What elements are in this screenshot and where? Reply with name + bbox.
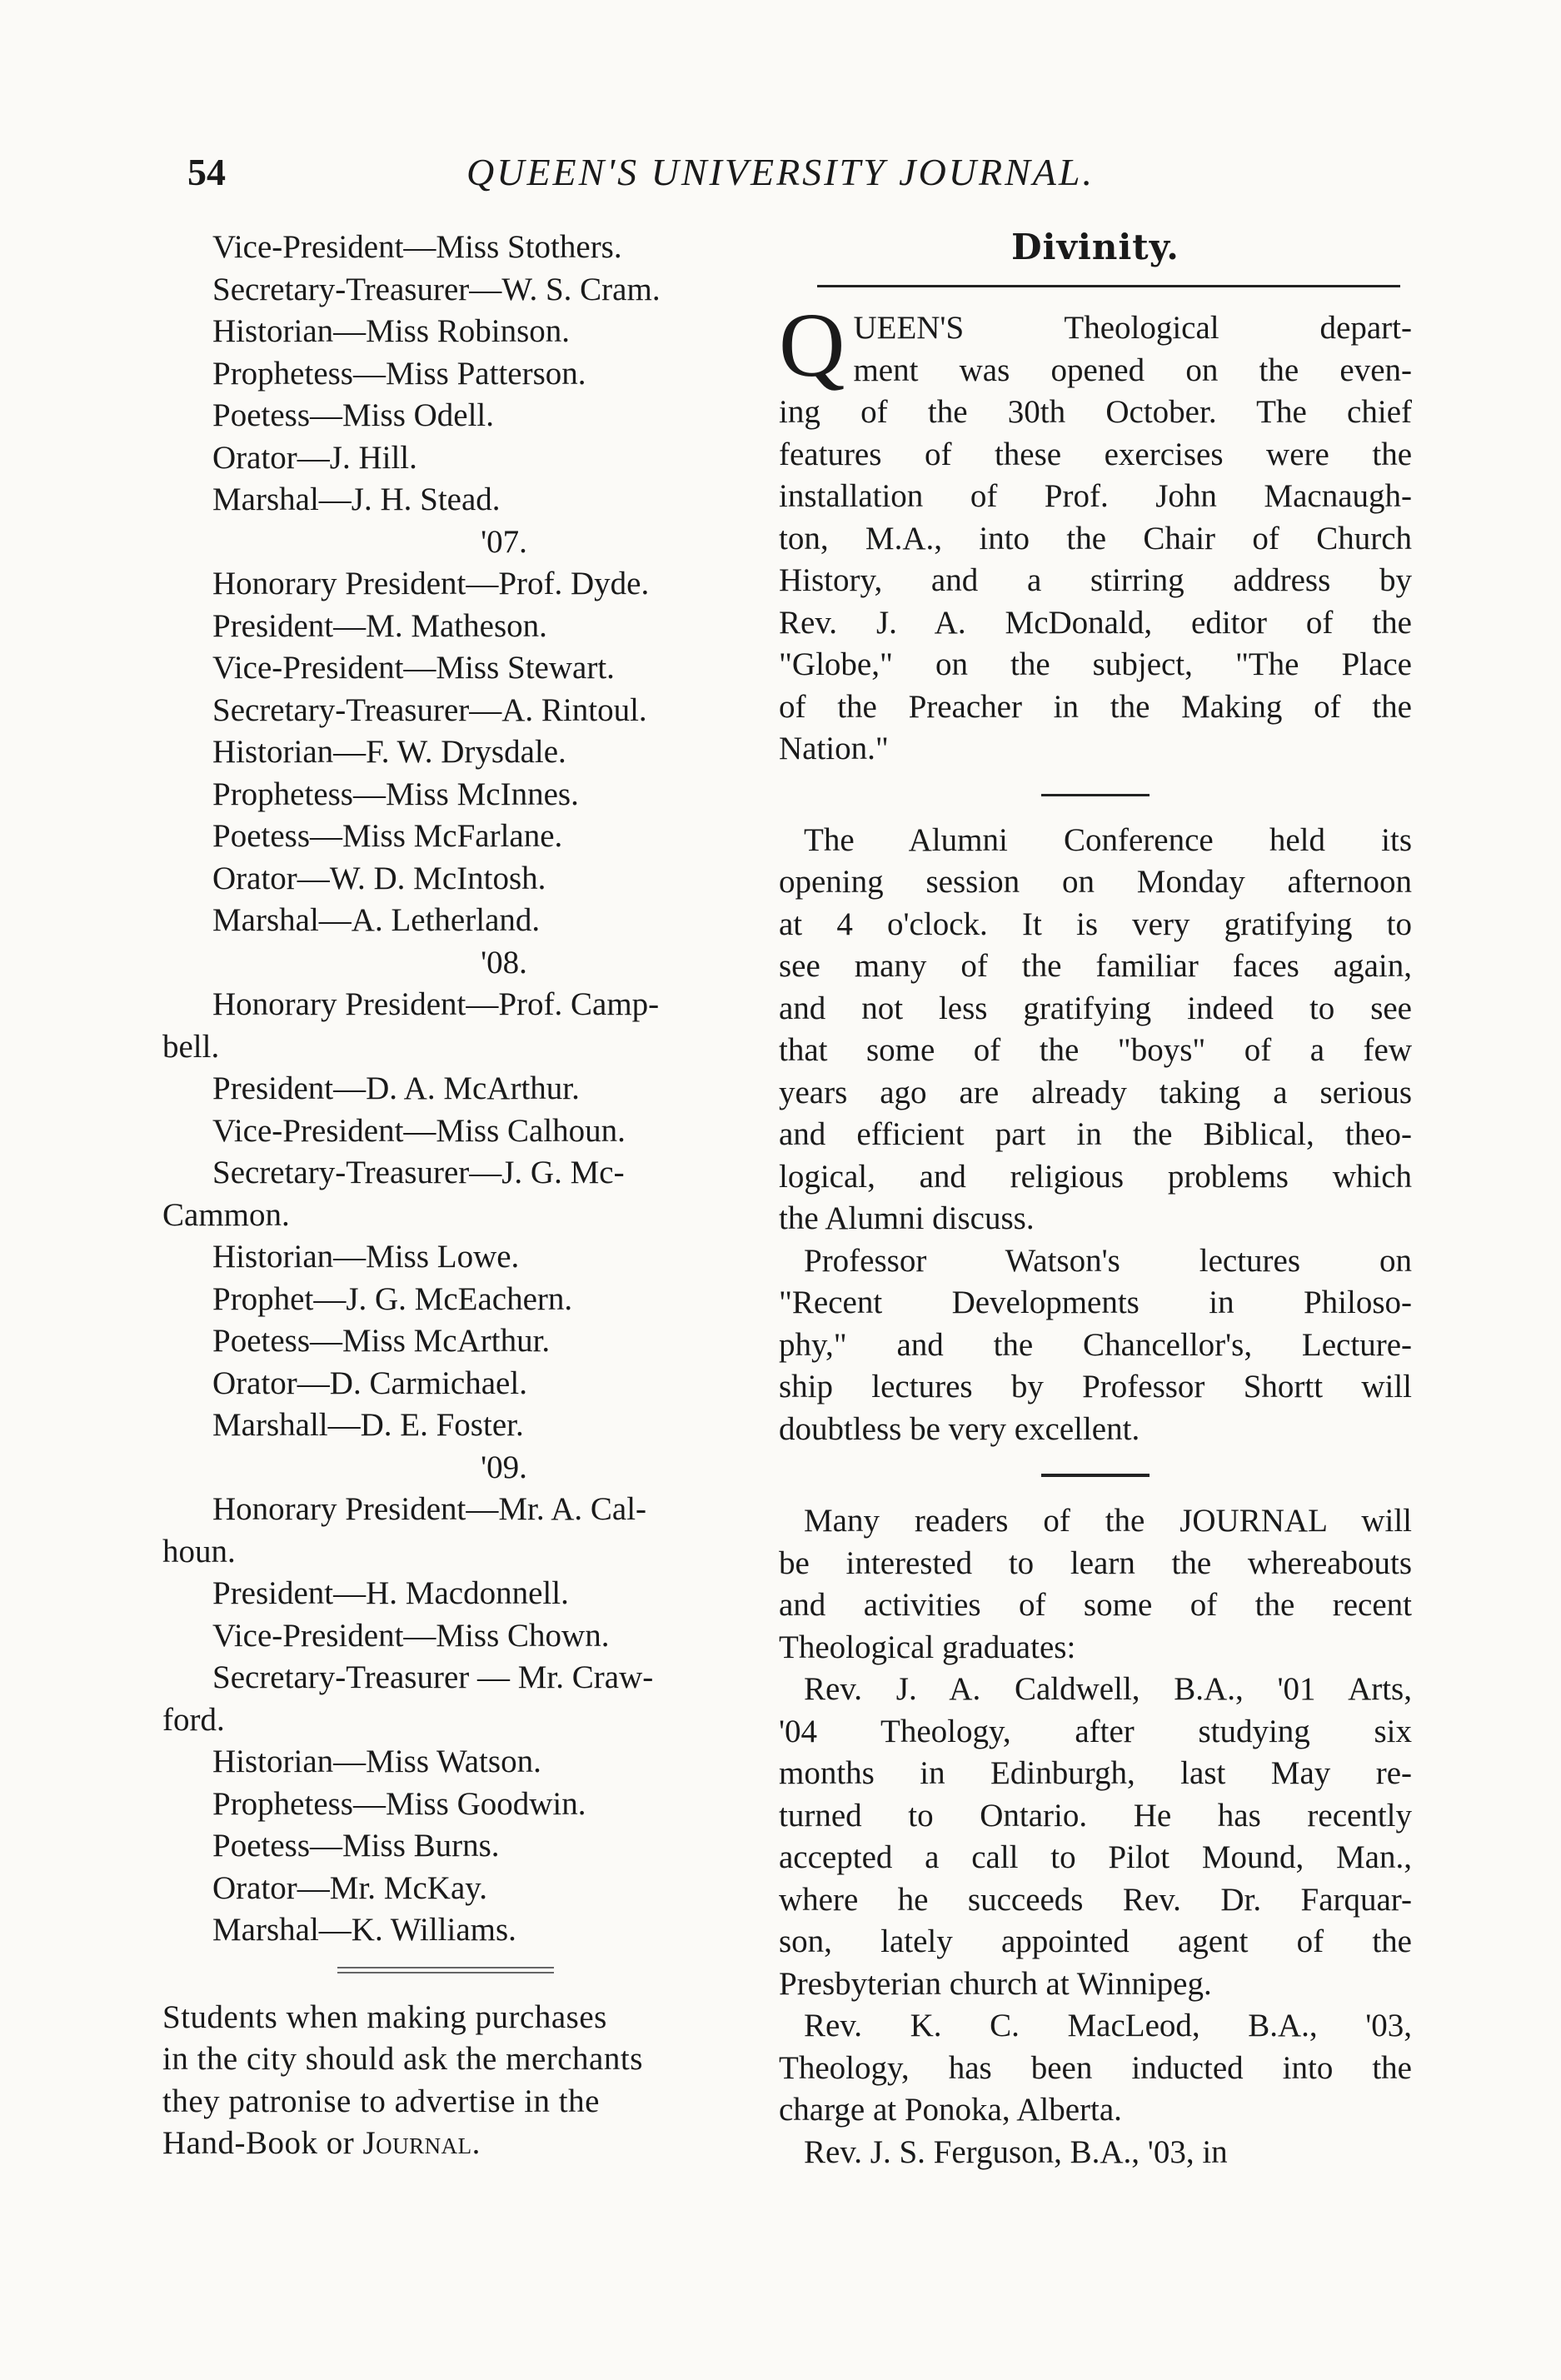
paragraph-line: Presbyterian church at Winnipeg.: [779, 1965, 1212, 2002]
paragraph-line: installation of Prof. John Macnaugh-: [779, 478, 1412, 514]
officer-entry: Marshal—J. H. Stead.: [212, 481, 501, 517]
officer-entry: Vice-President—Miss Calhoun.: [212, 1112, 626, 1149]
paragraph-opening: [779, 294, 1412, 771]
paragraph-line: Theology, has been inducted into the: [779, 2049, 1412, 2086]
paragraph-line: ship lectures by Professor Shortt will: [779, 1369, 1412, 1405]
paragraph-line: opening session on Monday afternoon: [779, 864, 1412, 900]
section-title-divinity: Divinity.: [1011, 227, 1179, 267]
paragraph-line: that some of the "boys" of a few: [779, 1032, 1412, 1068]
officer-entry: Orator—W. D. McIntosh.: [212, 860, 546, 896]
officer-list-09: [162, 1489, 779, 1952]
officer-entry: President—D. A. McArthur.: [212, 1070, 580, 1106]
officer-entry: Poetess—Miss McArthur.: [212, 1323, 551, 1359]
officer-entry: President—M. Matheson.: [212, 607, 547, 644]
paragraph-line: and activities of some of the recent: [779, 1587, 1412, 1623]
paragraph-line: logical, and religious problems which: [779, 1158, 1412, 1195]
paragraph-line: phy," and the Chancellor's, Lecture-: [779, 1326, 1412, 1363]
officer-entry: Historian—F. W. Drysdale.: [212, 734, 566, 770]
paragraph-line: Nation.": [779, 731, 889, 766]
paragraph-alumni-conference: [779, 820, 1412, 1240]
officer-entry: Orator—D. Carmichael.: [212, 1365, 527, 1401]
officer-entry: Vice-President—Miss Chown.: [212, 1617, 610, 1654]
paragraph-line: charge at Ponoka, Alberta.: [779, 2092, 1122, 2128]
officer-entry: bell.: [162, 1028, 220, 1065]
paragraph-ferguson: [779, 2132, 1412, 2174]
paragraph-line: accepted a call to Pilot Mound, Man.,: [779, 1839, 1412, 1875]
paragraph-line: ment was opened on the even-: [853, 352, 1412, 388]
officer-entry: Orator—Mr. McKay.: [212, 1869, 487, 1906]
paragraph-line: be interested to learn the whereabouts: [779, 1544, 1412, 1581]
officer-entry: Marshal—K. Williams.: [212, 1912, 516, 1948]
officer-entry: Prophetess—Miss McInnes.: [212, 776, 579, 812]
paragraph-line: and not less gratifying indeed to see: [779, 990, 1412, 1026]
officer-entry: Honorary President—Prof. Camp-: [212, 986, 660, 1022]
officer-list-06: [162, 227, 779, 521]
paragraph-line: years ago are already taking a serious: [779, 1074, 1412, 1110]
officer-entry: Honorary President—Mr. A. Cal-: [212, 1491, 647, 1527]
paragraph-line: Professor Watson's lectures on: [804, 1242, 1412, 1279]
paragraph-line: at 4 o'clock. It is very gratifying to: [779, 906, 1412, 942]
paragraph-line: ton, M.A., into the Chair of Church: [779, 520, 1412, 556]
paragraph-line: '04 Theology, after studying six: [779, 1713, 1412, 1749]
section-divider: [1041, 1474, 1150, 1477]
officer-entry: Secretary-Treasurer — Mr. Craw-: [212, 1659, 654, 1695]
paragraph-line: Rev. J. S. Ferguson, B.A., '03, in: [804, 2133, 1228, 2170]
paragraph-lectures: [779, 1240, 1412, 1451]
officer-entry: Secretary-Treasurer—J. G. Mc-: [212, 1155, 625, 1190]
officer-entry: ford.: [162, 1701, 225, 1738]
officer-entry: houn.: [162, 1533, 236, 1569]
year-heading-08: '08.: [481, 944, 527, 980]
drop-cap-letter: Q: [779, 294, 845, 396]
double-rule-divider: [337, 1967, 554, 1973]
notice-line: they patronise to advertise in the: [162, 2083, 600, 2119]
paragraph-line: of the Preacher in the Making of the: [779, 688, 1412, 725]
paragraph-line: History, and a stirring address by: [779, 562, 1412, 598]
officer-entry: Vice-President—Miss Stothers.: [212, 229, 622, 265]
officer-entry: Poetess—Miss Burns.: [212, 1828, 500, 1864]
year-heading-09: '09.: [481, 1449, 527, 1485]
running-title: QUEEN'S UNIVERSITY JOURNAL.: [466, 151, 1095, 193]
journal-name: Journal.: [362, 2125, 481, 2161]
officer-entry: Cammon.: [162, 1196, 290, 1233]
officer-entry: President—H. Macdonnell.: [212, 1575, 569, 1611]
paragraph-line: where he succeeds Rev. Dr. Farquar-: [779, 1881, 1412, 1918]
paragraph-line: Theological graduates:: [779, 1629, 1076, 1665]
advertising-notice: [162, 1997, 779, 2165]
officer-entry: Marshall—D. E. Foster.: [212, 1407, 524, 1443]
paragraph-line: features of these exercises were the: [779, 436, 1412, 472]
title-rule: [817, 285, 1400, 287]
officer-entry: Prophetess—Miss Patterson.: [212, 355, 586, 392]
officer-entry: Secretary-Treasurer—W. S. Cram.: [212, 271, 661, 307]
paragraph-macleod: [779, 2005, 1412, 2132]
paragraph-line: The Alumni Conference held its: [804, 821, 1412, 858]
officer-entry: Historian—Miss Lowe.: [212, 1239, 520, 1275]
paragraph-line: and efficient part in the Biblical, theo-: [779, 1116, 1412, 1152]
paragraph-line: "Recent Developments in Philoso-: [779, 1285, 1412, 1320]
paragraph-caldwell: [779, 1669, 1412, 2005]
paragraph-line: UEEN'S Theological depart-: [853, 310, 1412, 346]
officer-entry: Vice-President—Miss Stewart.: [212, 650, 615, 686]
officer-entry: Orator—J. Hill.: [212, 439, 417, 476]
officer-entry: Prophet—J. G. McEachern.: [212, 1280, 573, 1317]
paragraph-line: Rev. J. A. Caldwell, B.A., '01 Arts,: [804, 1671, 1412, 1707]
officer-entry: Poetess—Miss Odell.: [212, 397, 495, 433]
paragraph-line: ing of the 30th October. The chief: [779, 394, 1412, 430]
paragraph-line: doubtless be very excellent.: [779, 1410, 1140, 1447]
officer-list-08: [162, 984, 779, 1447]
officer-entry: Honorary President—Prof. Dyde.: [212, 566, 650, 601]
page-header: [0, 150, 1561, 208]
notice-line: in the city should ask the merchants: [162, 2041, 643, 2077]
page-number: 54: [187, 151, 226, 193]
paragraph-line: turned to Ontario. He has recently: [779, 1797, 1412, 1834]
right-column: [779, 227, 1412, 2173]
officer-list-07: [162, 563, 779, 942]
officer-entry: Prophetess—Miss Goodwin.: [212, 1785, 586, 1822]
officer-entry: Marshal—A. Letherland.: [212, 902, 541, 938]
paragraph-line: Many readers of the JOURNAL will: [804, 1503, 1412, 1539]
paragraph-line: see many of the familiar faces again,: [779, 948, 1412, 984]
officer-entry: Historian—Miss Robinson.: [212, 313, 571, 349]
officer-entry: Poetess—Miss McFarlane.: [212, 818, 563, 854]
paragraph-graduates-intro: [779, 1500, 1412, 1669]
left-column: [162, 227, 779, 2165]
paragraph-line: Rev. J. A. McDonald, editor of the: [779, 604, 1412, 641]
year-heading-07: '07.: [481, 523, 527, 560]
paragraph-line: months in Edinburgh, last May re-: [779, 1755, 1412, 1791]
officer-entry: Historian—Miss Watson.: [212, 1744, 541, 1779]
officer-entry: Secretary-Treasurer—A. Rintoul.: [212, 691, 647, 728]
section-divider: [1041, 794, 1150, 796]
paragraph-line: the Alumni discuss.: [779, 1200, 1035, 1236]
paragraph-line: son, lately appointed agent of the: [779, 1923, 1412, 1959]
notice-line: Hand-Book or Journal.: [162, 2125, 481, 2161]
paragraph-line: "Globe," on the subject, "The Place: [779, 646, 1412, 682]
paragraph-line: Rev. K. C. MacLeod, B.A., '03,: [804, 2008, 1412, 2043]
notice-line: Students when making purchases: [162, 1998, 607, 2035]
